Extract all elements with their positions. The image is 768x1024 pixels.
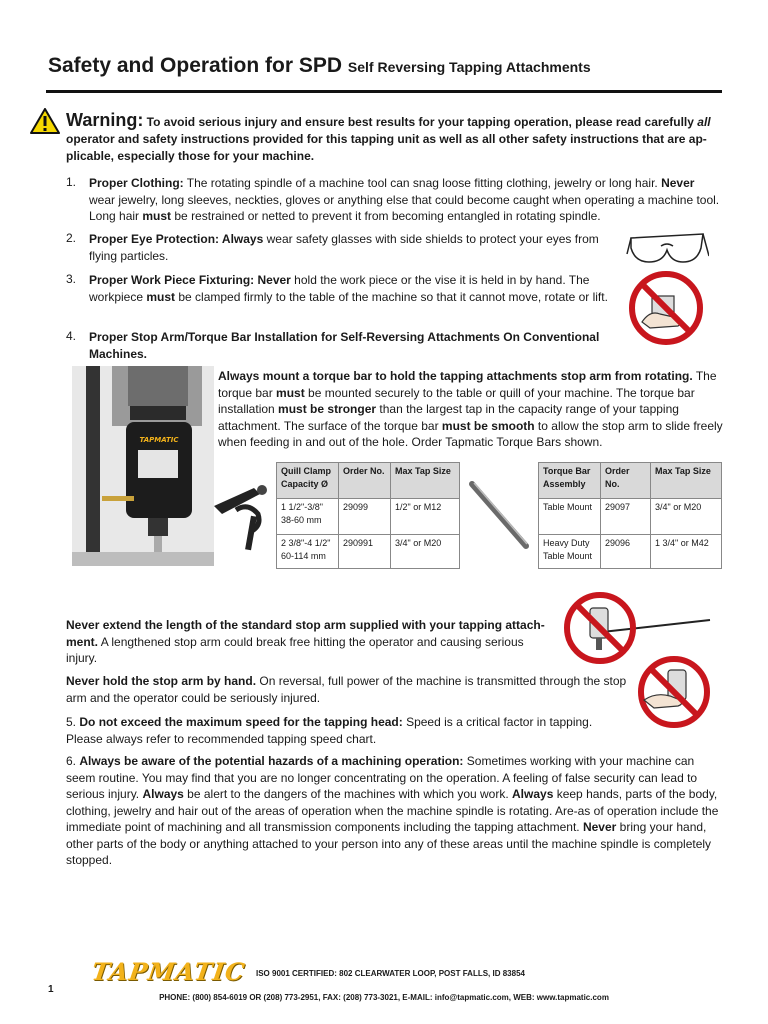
footer-contact: PHONE: (800) 854-6019 OR (208) 773-2951, FAX: (208) 773-3021, E-MAIL: info@tapmatic.com, WEB: www.tapmatic.com [159, 993, 609, 1002]
warning-emph: all [697, 115, 711, 129]
table-cell: 29097 [601, 499, 651, 535]
table-row [277, 499, 460, 535]
table-header-cell: Order No. [601, 463, 651, 499]
torque-bar-paragraph [218, 368, 723, 451]
item-6-t4: bring your hand, other parts of the body or anything attached to your person into any of these areas until the machine spindle is completely stopped. [66, 820, 712, 867]
torque-b2: must be stronger [278, 402, 377, 416]
table-cell: 2 3/8"-4 1/2" 60-114 mm [277, 535, 339, 569]
table-header-cell: Order No. [339, 463, 391, 499]
item-5-text [66, 714, 626, 747]
item-1-t3: be restrained or netted to prevent it from becoming entangled in rotating spindle. [171, 209, 601, 223]
table-cell: 1 3/4" or M42 [651, 535, 722, 569]
table-cell: Table Mount [539, 499, 601, 535]
item-3-t2: be clamped firmly to the table of the machine so that it cannot move, rotate or lift. [175, 289, 608, 304]
table-cell: 1/2" or M12 [391, 499, 460, 535]
footer-address: ISO 9001 CERTIFIED: 802 CLEARWATER LOOP, POST FALLS, ID 83854 [256, 969, 525, 978]
stop-arm-hand-warning [66, 673, 632, 706]
torque-lead: Always mount a torque bar to hold the tapping attachments stop arm from rotating. [218, 369, 693, 383]
table-header-cell: Torque Bar Assembly [539, 463, 601, 499]
item-5-title: Do not exceed the maximum speed for the tapping head: [79, 715, 403, 729]
table-cell: 3/4" or M20 [651, 499, 722, 535]
torque-bar-table [538, 462, 722, 569]
no-hand-holding-icon [628, 270, 704, 346]
torque-t4: to allow the stop arm to slide freely when feeding in and out of the hole. Order Tapmatic Torque Bars shown. [218, 418, 723, 449]
table-row [539, 499, 722, 535]
page-title-main: Safety and Operation for SPD [48, 54, 343, 77]
table-row [539, 535, 722, 569]
table-cell: 290991 [339, 535, 391, 569]
torque-t1: The torque bar [218, 369, 717, 400]
warning-text-2: operator and safety instructions provided for this tapping unit as well as all other safety instructions that are ap-plicable, especially those for your machine. [66, 132, 707, 163]
stop-arm-b2: Never hold the stop arm by hand. [66, 674, 257, 688]
item-2-text [89, 231, 624, 264]
item-2-title: Proper Eye Protection: Always [89, 232, 264, 246]
item-4-number: 4. [66, 329, 77, 343]
tapping-attachment-photo [72, 366, 214, 566]
torque-b3: must be smooth [441, 418, 535, 433]
quill-clamp-table [276, 462, 460, 569]
item-3-number: 3. [66, 272, 77, 286]
item-6-text [66, 753, 722, 869]
item-3-title: Proper Work Piece Fixturing: Never [89, 273, 291, 287]
item-4-title: Proper Stop Arm/Torque Bar Installation for Self-Reversing Attachments On Conventional Machines. [89, 330, 600, 361]
item-1-text [89, 175, 721, 225]
table-cell: 29096 [601, 535, 651, 569]
item-6-b3: Never [582, 820, 617, 834]
device-brand-label: TAPMATIC [139, 436, 179, 444]
item-6-t3: keep hands, parts of the body, clothing, jewelry and hair out of the areas of operation when the machine spindle is rotating. Are-as of operation include the immediate point of machining and all transmission components including the tapping attachment. [66, 787, 719, 834]
item-3-t1: hold the work piece or the vise it is held in by hand. The workpiece [89, 273, 590, 304]
item-6-number: 6. [66, 754, 77, 768]
page-title-sub: Self Reversing Tapping Attachments [347, 59, 591, 75]
item-6-title: Always be aware of the potential hazards of a machining operation: [79, 754, 464, 768]
stop-arm-b1: Never extend the length of the standard stop arm supplied with your tapping attach-ment. [66, 618, 545, 649]
warning-triangle-icon [30, 108, 60, 134]
item-1-t2: wear jewelry, long sleeves, neckties, gloves or anything else that could become caught when operating a machine tool. Long hair [89, 192, 720, 223]
table-cell: Heavy Duty Table Mount [539, 535, 601, 569]
stop-arm-t1: A lengthened stop arm could break free hitting the operator and causing serious injury. [66, 634, 524, 665]
item-1-b1: Never [661, 176, 695, 190]
item-1-title: Proper Clothing: [89, 176, 184, 190]
item-6-b2: Always [512, 787, 554, 801]
table-cell: 1 1/2"-3/8" 38-60 mm [277, 499, 339, 535]
torque-t2: be mounted securely to the table or quill of your machine. The torque bar installation [218, 385, 695, 416]
table-cell: 29099 [339, 499, 391, 535]
item-5-number: 5. [66, 715, 77, 729]
table-header-row [277, 463, 460, 499]
table-cell: 3/4" or M20 [391, 535, 460, 569]
item-6-t1: Sometimes working with your machine can seem routine. You may find that you are no longer concentrating on the operation. A feeling of false security can lead to serious injury. [66, 754, 698, 801]
item-6-t2: be alert to the dangers of the machines with which you work. [183, 787, 513, 801]
item-2-t1: wear safety glasses with side shields to protect your eyes from flying particles. [89, 232, 599, 263]
warning-text: To avoid serious injury and ensure best results for your tapping operation, please read carefully [146, 115, 694, 129]
torque-t3: than the largest tap in the capacity range of your tapping attachment. The surface of the torque bar [218, 402, 679, 433]
torque-bar-rod-icon [468, 480, 532, 552]
item-1-b2: must [142, 209, 172, 223]
item-3-b1: must [146, 289, 176, 304]
table-header-cell: Max Tap Size [651, 463, 722, 499]
table-header-cell: Quill Clamp Capacity Ø [277, 463, 339, 499]
item-1-t1: The rotating spindle of a machine tool can snag loose fitting clothing, jewelry or long hair. [183, 176, 658, 190]
stop-arm-t2: On reversal, full power of the machine is transmitted through the stop arm and the operator could be seriously injured. [66, 674, 627, 705]
no-hold-stop-arm-icon [636, 654, 712, 730]
page-number: 1 [48, 984, 54, 995]
safety-glasses-icon [625, 226, 709, 270]
item-1-number: 1. [66, 175, 77, 189]
page-title [48, 54, 591, 78]
item-3-text [89, 272, 629, 305]
table-header-row [539, 463, 722, 499]
warning-label: Warning: [66, 110, 144, 130]
item-6-b1: Always [142, 787, 184, 801]
quill-clamp-icon [208, 480, 274, 554]
item-2-number: 2. [66, 231, 77, 245]
item-5-t1: Speed is a critical factor in tapping. Please always refer to recommended tapping speed chart. [66, 715, 593, 746]
table-header-cell: Max Tap Size [391, 463, 460, 499]
warning-paragraph [66, 112, 726, 165]
title-rule [46, 90, 722, 93]
table-row [277, 535, 460, 569]
stop-arm-extend-warning [66, 617, 556, 667]
torque-b1: must [276, 385, 305, 400]
tapmatic-logo: TAPMATIC [89, 957, 248, 986]
